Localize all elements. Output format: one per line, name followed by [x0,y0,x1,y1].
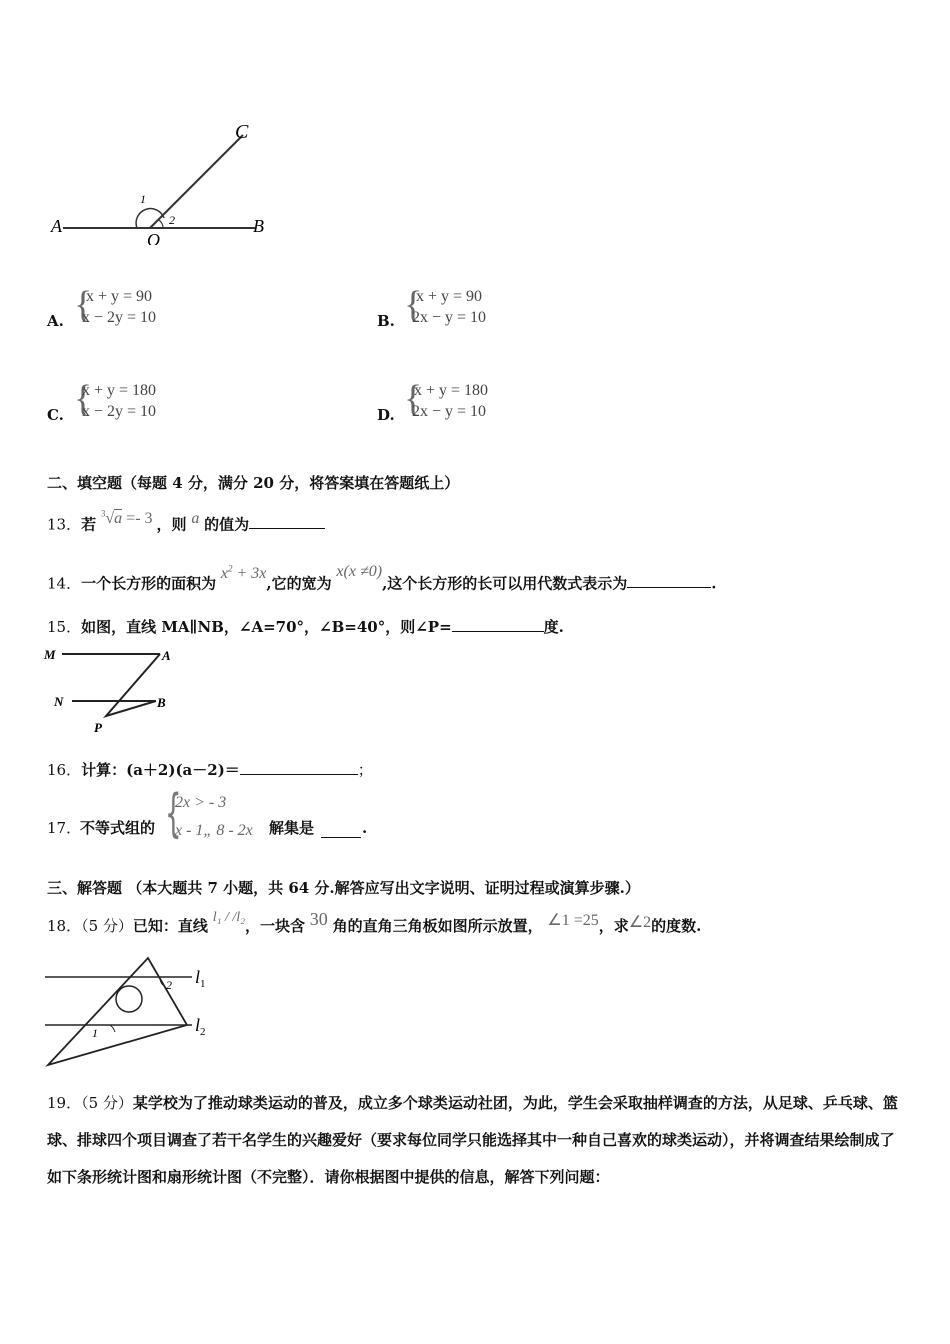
q14-area-x: x [220,565,228,583]
label-l1: $l_1$ [195,967,206,990]
q17-post: 解集是 [269,819,315,837]
brace-icon: { [404,284,423,326]
label-angle-1: 1 [92,1026,98,1040]
option-c-label: C. [47,406,64,424]
q15-end: 度. [543,618,564,636]
q17-ineq2: x - 1„ 8 - 2x [175,822,253,839]
option-d-label: D. [377,406,395,424]
q17-answer-blank[interactable] [321,823,361,838]
radical-icon: √ [105,510,115,528]
q14-area-exp: 2 [228,564,233,574]
option-a-eq2: x − 2y = 10 [82,309,157,326]
path-apb [106,654,160,716]
q14-pre: 一个长方形的面积为 [81,574,217,593]
q18-mid3: ，求 [598,917,629,935]
q13-rhs: =- 3 [126,510,153,528]
label-b: B [253,216,264,236]
question-18 [47,909,702,938]
option-a-label: A. [47,312,64,330]
q15-number: 15． [47,618,82,636]
brace-icon: { [404,378,423,420]
triangle-ruler-figure [40,955,220,1070]
option-c-eq2: x − 2y = 10 [82,403,157,420]
q14-area-rest: + 3x [236,565,267,583]
q13-mid: ，则 [156,515,187,534]
q14-mid: ,它的宽为 [266,574,332,593]
q19-text: 某学校为了推动球类运动的普及，成立多个球类运动社团，为此，学生会采取抽样调查的方法，从足球、乒乓球、篮球、排球四个项目调查了若干名学生的兴趣爱好（要求每位同学只能选择其中一种自己喜欢的球类运动），并将调查结果绘制成了如下条形统计图和扇形统计图（不完整）．请你根据图中提供的信息，解答下列问题： [47,1094,898,1186]
q16-answer-blank[interactable] [240,760,358,775]
q18-deg: 30 [309,909,328,929]
option-b-label: B. [377,312,395,330]
q18-pre: 已知：直线 [132,917,208,935]
question-13 [47,510,325,535]
brace-icon: { [74,378,93,420]
q19-score: （5 分） [81,1094,133,1112]
ray-oc [150,135,243,228]
q13-var: a [191,510,200,528]
q16-number: 16． [47,761,82,779]
q13-radicand: a [114,510,123,528]
q14-end: . [711,574,717,593]
label-angle-2: 2 [166,978,172,992]
q18-mid2: 角的直角三角板如图所示放置， [332,917,543,935]
section-2-heading: 二、填空题（每题 4 分，满分 20 分，将答案填在答题纸上） [47,474,460,492]
label-p: P [94,720,102,735]
question-14 [47,563,717,594]
q14-answer-blank[interactable] [627,573,711,588]
q13-number: 13． [47,515,82,534]
label-l2: $l_2$ [195,1015,206,1038]
label-a: A [51,216,62,236]
option-a-eq1: x + y = 90 [86,288,153,305]
question-17 [47,784,447,850]
q15-answer-blank[interactable] [452,617,544,632]
angle-2-arc [159,220,163,228]
brace-icon: { [165,784,182,844]
parallel-lines-figure [42,644,192,736]
ruler-hole [116,986,142,1012]
q16-end: ； [357,761,373,779]
option-b-eq1: x + y = 90 [416,288,483,305]
q17-end: . [362,819,368,837]
question-19 [47,1085,907,1196]
q18-angle1: ∠1 =25 [547,912,599,929]
label-m: M [44,647,56,662]
q13-post: 的值为 [204,515,250,534]
option-c-eq1: x + y = 180 [82,382,157,399]
angle-figure [45,110,285,245]
q18-score: （5 分） [81,917,133,935]
q19-number: 19． [47,1094,82,1112]
label-n: N [54,694,64,709]
label-angle-1: 1 [140,192,146,206]
q16-text: 计算：(a＋2)(a－2)＝ [81,761,240,779]
label-b: B [157,695,166,710]
brace-icon: { [74,284,93,326]
question-16 [47,760,373,780]
q18-angle2: ∠2 [628,914,652,931]
label-a: A [162,648,171,663]
q13-root-index: 3 [100,509,106,519]
q18-mid1: ，一块含 [245,917,306,935]
q14-width: x(x ≠0) [336,563,383,581]
section-3-heading: 三、解答题 （本大题共 7 小题，共 64 分.解答应写出文字说明、证明过程或演算步骤.） [47,879,640,897]
option-d-eq1: x + y = 180 [414,382,489,399]
option-d-eq2: 2x − y = 10 [412,403,487,420]
angle-1-arc [110,1025,115,1032]
q18-lines: l₁ / /l₂ [212,910,245,925]
q15-text: 如图，直线 MA∥NB，∠A=70°，∠B=40°，则∠P= [81,618,452,636]
triangle-ruler [48,958,187,1065]
q18-post: 的度数. [651,917,702,935]
label-c: C [235,121,249,143]
q14-number: 14． [47,574,82,593]
label-o: O [147,230,160,245]
question-15 [47,617,564,637]
q14-post: ,这个长方形的长可以用代数式表示为 [382,574,628,593]
q17-pre: 不等式组的 [80,819,156,837]
q18-number: 18． [47,917,82,935]
label-angle-2: 2 [169,213,175,227]
q13-answer-blank[interactable] [249,514,325,529]
q17-number: 17． [47,819,82,837]
q13-pre: 若 [81,515,97,534]
option-b-eq2: 2x − y = 10 [412,309,487,326]
q17-ineq1: 2x > - 3 [175,794,227,811]
